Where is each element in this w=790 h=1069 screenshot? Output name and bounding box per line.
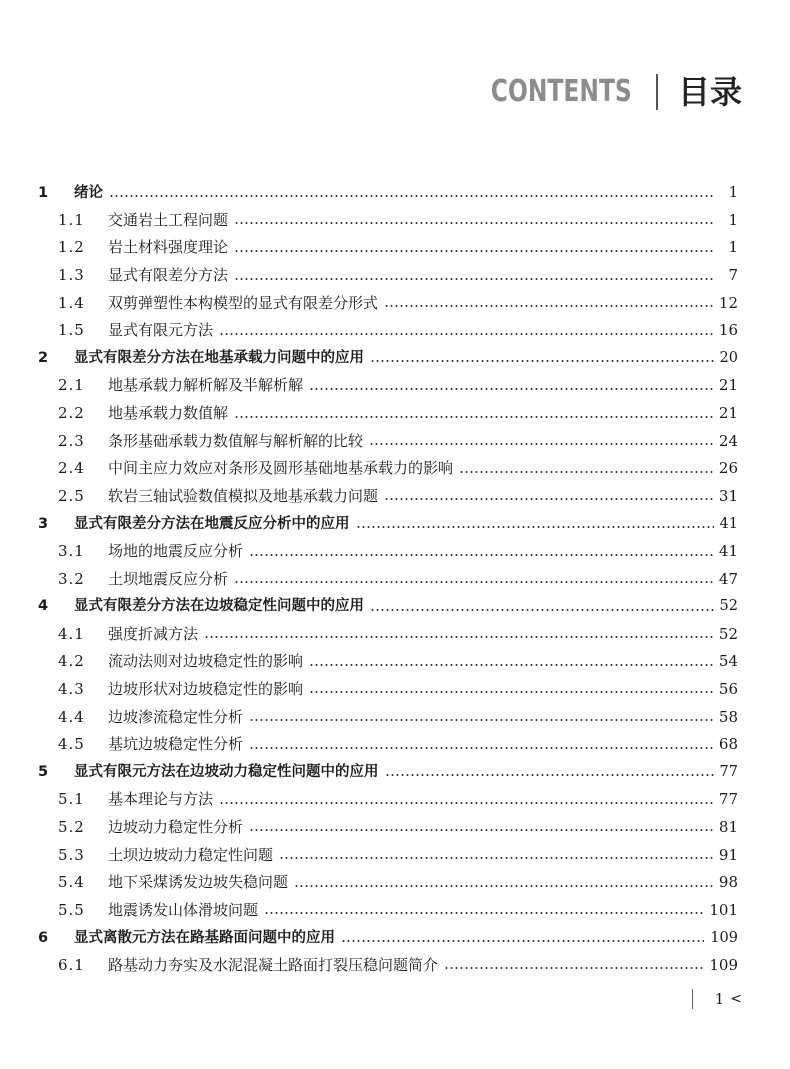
toc-entry-page: 77 (718, 790, 738, 809)
toc-entry-page: 109 (710, 929, 738, 946)
toc-entry-number: 2.2 (58, 404, 85, 423)
toc-entry-page: 41 (719, 515, 738, 532)
table-of-contents (38, 179, 738, 979)
toc-entry-title: 地震诱发山体滑坡问题 (108, 900, 259, 919)
toc-entry-page: 1 (728, 238, 738, 257)
toc-entry-number: 2.5 (58, 486, 85, 505)
toc-entry-title: 显式有限差分方法 (108, 266, 229, 285)
toc-entry-page: 1 (728, 210, 738, 229)
toc-entry-page: 54 (718, 652, 738, 671)
dot-leader (309, 664, 713, 666)
dot-leader (309, 691, 713, 693)
toc-entry-title: 强度折减方法 (108, 624, 199, 643)
dot-leader (264, 912, 703, 914)
toc-entry-title: 边坡形状对边坡稳定性的影响 (108, 679, 304, 698)
toc-entry-number: 5 (38, 764, 49, 781)
toc-entry-title: 显式有限差分方法在边坡稳定性问题中的应用 (74, 598, 364, 615)
dot-leader (384, 498, 713, 500)
toc-entry-page: 16 (718, 321, 738, 340)
toc-entry-number: 1.5 (58, 321, 85, 340)
toc-entry-number: 4.3 (58, 679, 85, 698)
toc-entry-title: 基坑边坡稳定性分析 (108, 735, 244, 754)
toc-entry-title: 边坡动力稳定性分析 (108, 817, 244, 836)
toc-entry-title: 显式有限元方法在边坡动力稳定性问题中的应用 (74, 764, 379, 781)
toc-entry-title: 地基承载力解析解及半解析解 (108, 376, 304, 395)
toc-entry-number: 6 (38, 929, 49, 946)
toc-entry-page: 20 (719, 350, 738, 367)
toc-entry-number: 1 (38, 184, 49, 201)
toc-entry-page: 109 (709, 955, 738, 974)
page-footer (692, 989, 742, 1009)
dot-leader (279, 857, 713, 859)
toc-entry-number: 4.1 (58, 624, 85, 643)
toc-entry-number: 4 (38, 598, 49, 615)
toc-section-entry[interactable] (38, 234, 738, 262)
dot-leader (234, 278, 714, 280)
toc-entry-page: 21 (718, 404, 738, 423)
toc-section-entry[interactable] (38, 207, 738, 235)
toc-entry-number: 3.2 (58, 569, 85, 588)
toc-entry-title: 基本理论与方法 (108, 790, 214, 809)
dot-leader (234, 581, 713, 583)
dot-leader (384, 305, 713, 307)
toc-entry-page: 91 (718, 845, 738, 864)
toc-entry-number: 4.5 (58, 735, 85, 754)
toc-entry-number: 3 (38, 515, 49, 532)
toc-chapter-entry[interactable] (38, 510, 738, 538)
dot-leader (109, 195, 714, 197)
toc-section-entry[interactable] (38, 455, 738, 483)
toc-section-entry[interactable] (38, 289, 738, 317)
toc-entry-title: 条形基础承载力数值解与解析解的比较 (108, 431, 364, 450)
toc-section-entry[interactable] (38, 262, 738, 290)
dot-leader (356, 526, 714, 528)
toc-entry-title: 地下采煤诱发边坡失稳问题 (108, 873, 289, 892)
toc-entry-number: 1.2 (58, 238, 85, 257)
toc-entry-title: 流动法则对边坡稳定性的影响 (108, 652, 304, 671)
toc-entry-number: 5.2 (58, 817, 85, 836)
toc-entry-title: 岩土材料强度理论 (108, 238, 229, 257)
toc-entry-title: 中间主应力效应对条形及圆形基础地基承载力的影响 (108, 459, 454, 478)
contents-title-cn: 目录 (677, 73, 742, 111)
dot-leader (234, 222, 714, 224)
toc-entry-title: 场地的地震反应分析 (108, 542, 244, 561)
toc-entry-page: 7 (728, 266, 738, 285)
toc-entry-number: 5.3 (58, 845, 85, 864)
toc-entry-title: 边坡渗流稳定性分析 (108, 707, 244, 726)
contents-title-en: CONTENTS (490, 74, 632, 109)
toc-section-entry[interactable] (38, 400, 738, 428)
toc-entry-title: 交通岩土工程问题 (108, 210, 229, 229)
dot-leader (294, 885, 713, 887)
toc-entry-page: 81 (718, 817, 738, 836)
toc-section-entry[interactable] (38, 621, 738, 649)
toc-section-entry[interactable] (38, 427, 738, 455)
toc-entry-number: 5.1 (58, 790, 85, 809)
toc-section-entry[interactable] (38, 676, 738, 704)
dot-leader (219, 802, 713, 804)
toc-entry-page: 26 (718, 459, 738, 478)
dot-leader (341, 940, 704, 942)
dot-leader (249, 719, 713, 721)
toc-entry-page: 58 (718, 707, 738, 726)
toc-entry-page: 56 (718, 679, 738, 698)
toc-entry-number: 1.4 (58, 293, 85, 312)
dot-leader (459, 471, 713, 473)
toc-entry-page: 47 (718, 569, 738, 588)
toc-entry-title: 双剪弹塑性本构模型的显式有限差分形式 (108, 293, 379, 312)
toc-entry-number: 1.3 (58, 266, 85, 285)
dot-leader (249, 747, 713, 749)
toc-entry-title: 软岩三轴试验数值模拟及地基承载力问题 (108, 486, 379, 505)
toc-entry-title: 土坝边坡动力稳定性问题 (108, 845, 274, 864)
toc-chapter-entry[interactable] (38, 593, 738, 621)
toc-section-entry[interactable] (38, 317, 738, 345)
toc-entry-number: 2 (38, 350, 49, 367)
toc-entry-page: 77 (719, 764, 738, 781)
dot-leader (234, 250, 714, 252)
footer-divider (692, 989, 693, 1009)
toc-chapter-entry[interactable] (38, 758, 738, 786)
dot-leader (204, 636, 713, 638)
toc-entry-title: 显式有限元方法 (108, 321, 214, 340)
toc-entry-page: 52 (719, 598, 738, 615)
dot-leader (370, 360, 714, 362)
dot-leader (385, 774, 714, 776)
toc-chapter-entry[interactable] (38, 924, 738, 952)
toc-entry-page: 24 (718, 431, 738, 450)
dot-leader (234, 416, 713, 418)
toc-entry-title: 路基动力夯实及水泥混凝土路面打裂压稳问题简介 (108, 955, 439, 974)
toc-entry-page: 12 (718, 293, 738, 312)
toc-entry-number: 1.1 (58, 210, 85, 229)
toc-entry-page: 1 (728, 184, 738, 201)
toc-section-entry[interactable] (38, 372, 738, 400)
toc-entry-number: 3.1 (58, 542, 85, 561)
toc-entry-number: 5.5 (58, 900, 85, 919)
dot-leader (370, 609, 714, 611)
toc-section-entry[interactable] (38, 952, 738, 980)
page-header (451, 70, 742, 114)
toc-entry-page: 68 (718, 735, 738, 754)
toc-entry-title: 显式离散元方法在路基路面问题中的应用 (74, 929, 335, 946)
dot-leader (369, 443, 713, 445)
toc-section-entry[interactable] (38, 648, 738, 676)
toc-entry-page: 31 (718, 486, 738, 505)
toc-entry-page: 98 (718, 873, 738, 892)
toc-entry-title: 显式有限差分方法在地震反应分析中的应用 (74, 515, 350, 532)
arrow-left-icon: < (730, 991, 742, 1007)
dot-leader (249, 554, 713, 556)
dot-leader (249, 829, 713, 831)
toc-section-entry[interactable] (38, 896, 738, 924)
toc-entry-title: 地基承载力数值解 (108, 404, 229, 423)
toc-entry-page: 101 (709, 900, 738, 919)
toc-section-entry[interactable] (38, 565, 738, 593)
toc-entry-number: 4.4 (58, 707, 85, 726)
toc-section-entry[interactable] (38, 731, 738, 759)
toc-entry-page: 41 (718, 542, 738, 561)
toc-entry-title: 土坝地震反应分析 (108, 569, 229, 588)
dot-leader (444, 967, 703, 969)
toc-section-entry[interactable] (38, 841, 738, 869)
toc-entry-number: 2.3 (58, 431, 85, 450)
page-number: 1 (714, 990, 725, 1008)
toc-entry-page: 52 (718, 624, 738, 643)
toc-section-entry[interactable] (38, 483, 738, 511)
toc-chapter-entry[interactable] (38, 179, 738, 207)
toc-section-entry[interactable] (38, 703, 738, 731)
toc-section-entry[interactable] (38, 786, 738, 814)
toc-entry-page: 21 (718, 376, 738, 395)
dot-leader (219, 333, 713, 335)
toc-entry-number: 2.4 (58, 459, 85, 478)
toc-entry-number: 2.1 (58, 376, 85, 395)
toc-section-entry[interactable] (38, 869, 738, 897)
toc-entry-title: 绪论 (74, 184, 103, 201)
toc-entry-title: 显式有限差分方法在地基承载力问题中的应用 (74, 350, 364, 367)
dot-leader (309, 388, 713, 390)
toc-entry-number: 6.1 (58, 955, 85, 974)
toc-entry-number: 5.4 (58, 873, 85, 892)
toc-chapter-entry[interactable] (38, 345, 738, 373)
toc-section-entry[interactable] (38, 814, 738, 842)
toc-section-entry[interactable] (38, 538, 738, 566)
header-divider (656, 74, 658, 110)
toc-entry-number: 4.2 (58, 652, 85, 671)
